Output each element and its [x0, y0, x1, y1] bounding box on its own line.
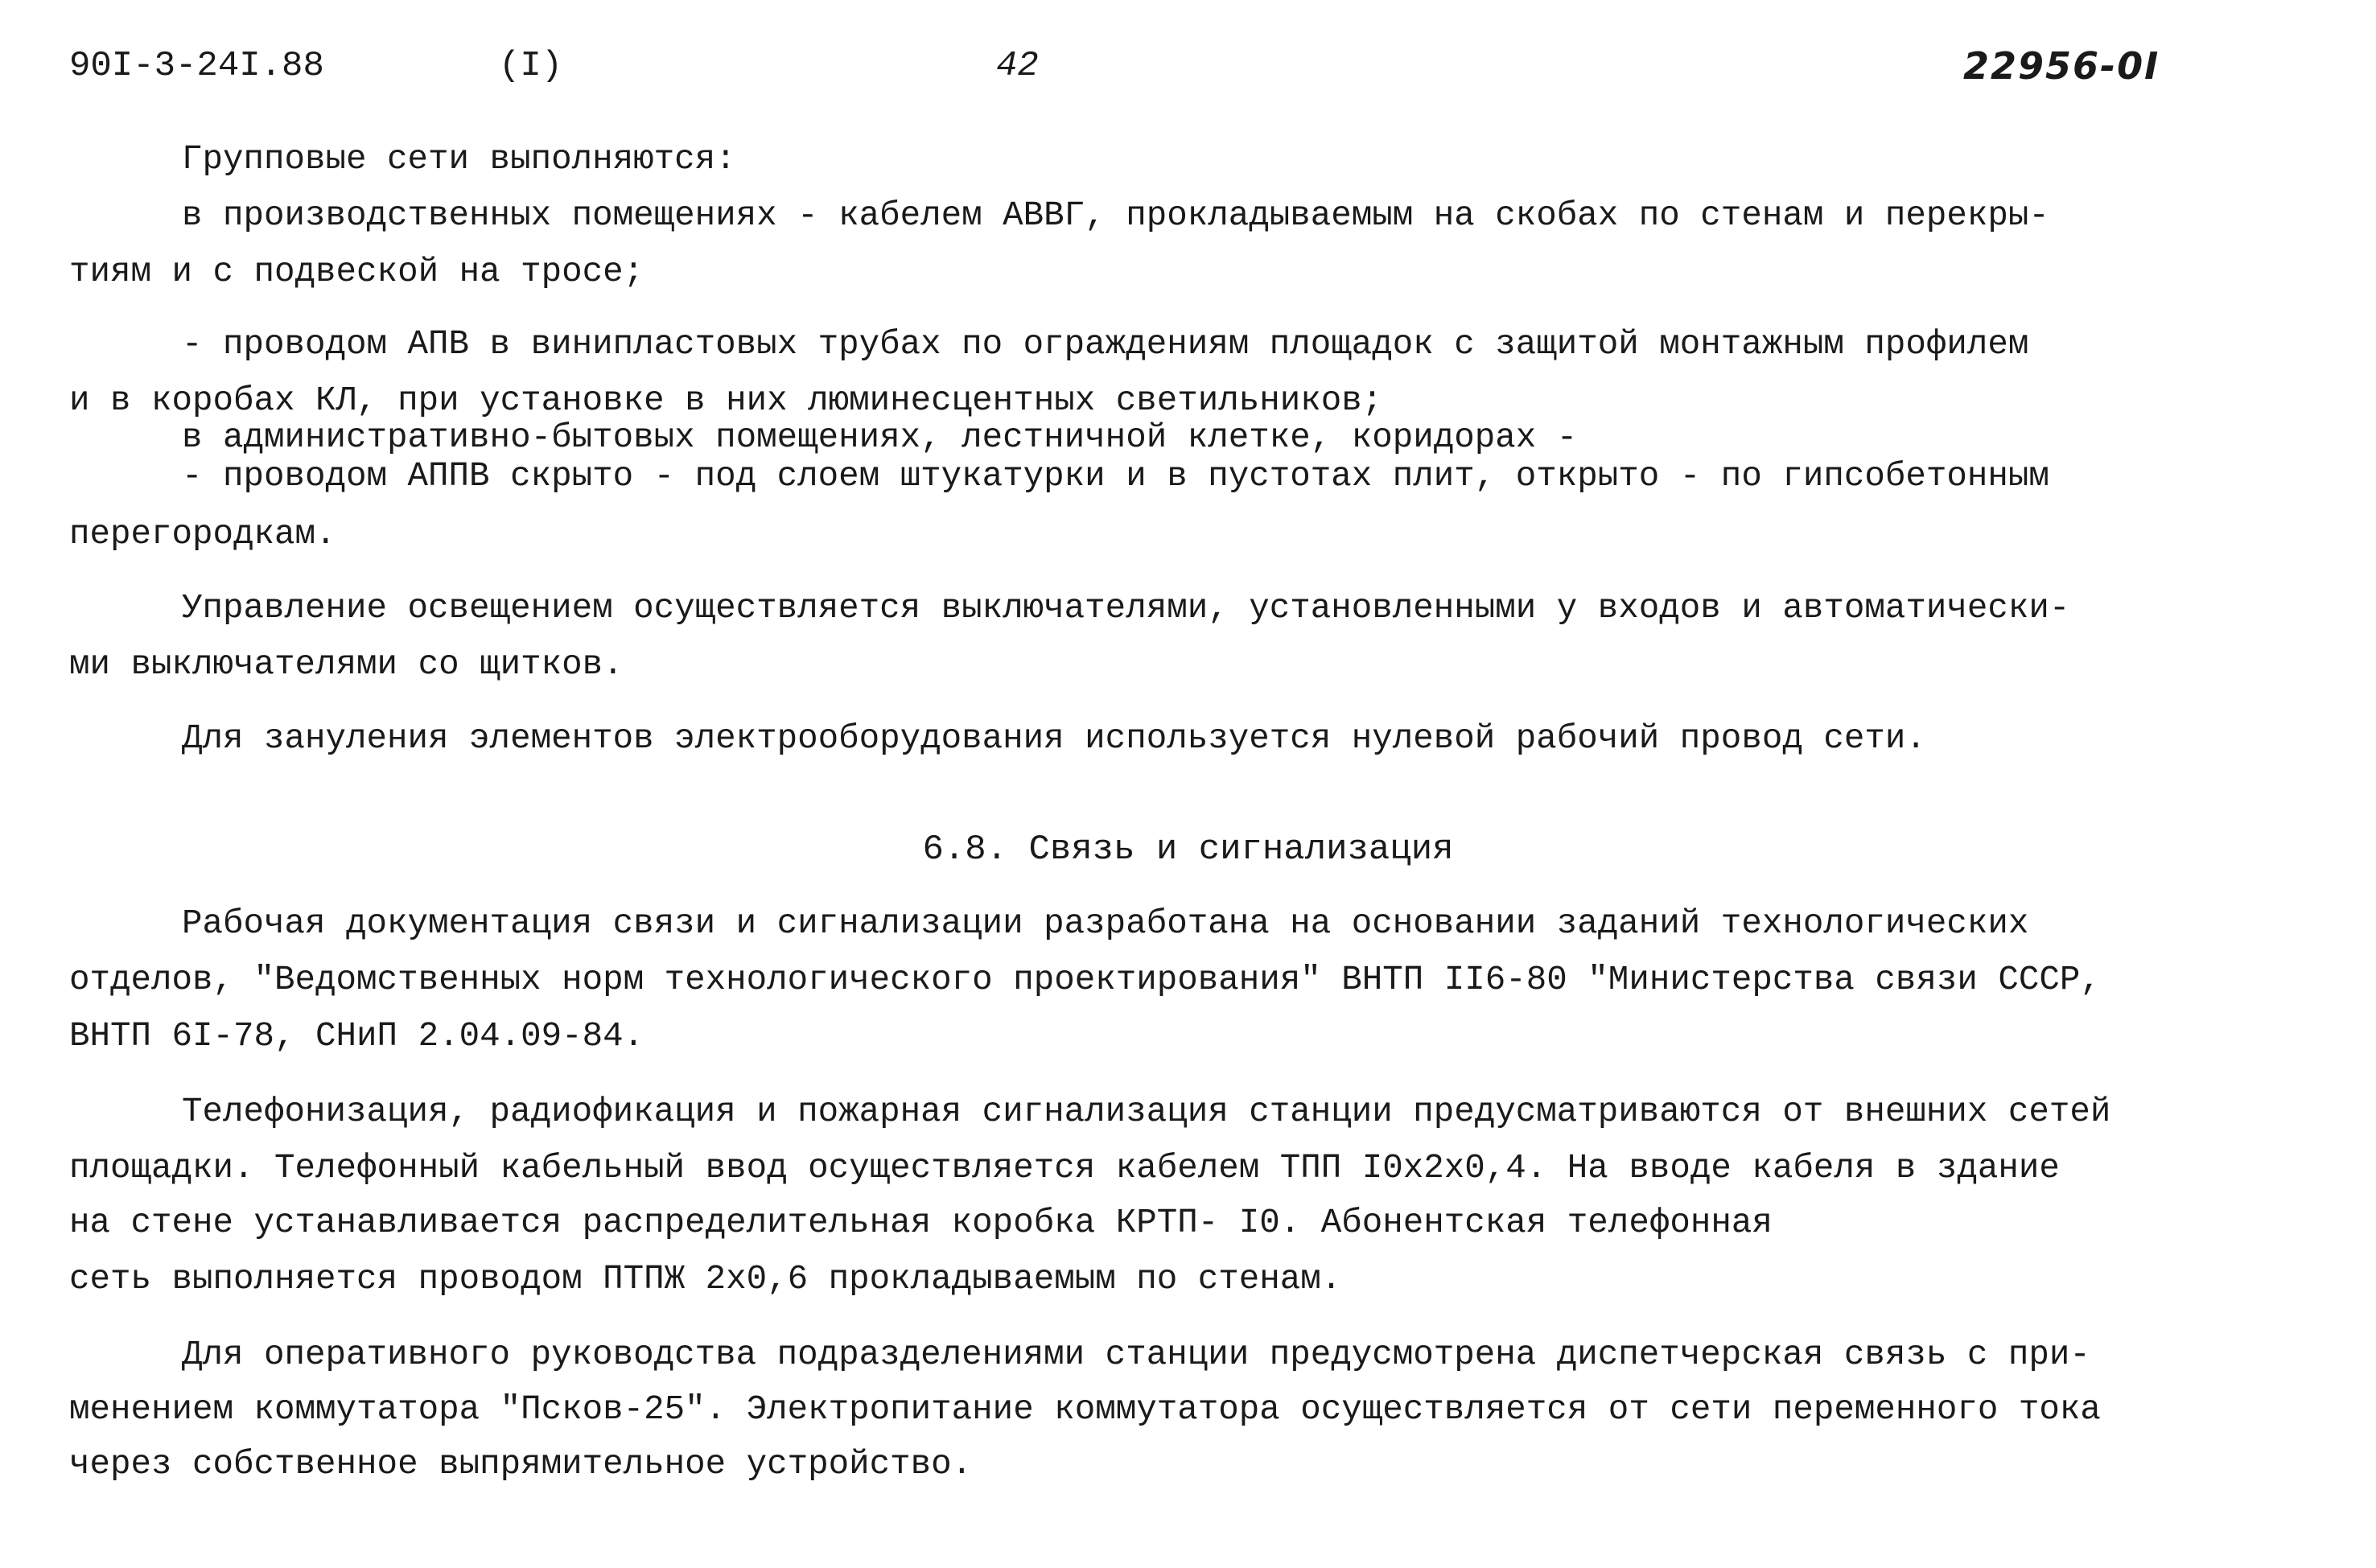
inventory-number: 22956-0I: [1963, 44, 2160, 88]
paragraph-line: сеть выполняется проводом ПТПЖ 2x0,6 прокладываемым по стенам.: [69, 1260, 1342, 1298]
part-number: (I): [499, 46, 563, 86]
paragraph-line: перегородкам.: [69, 515, 336, 554]
paragraph-line: отделов, "Ведомственных норм технологического проектирования" ВНТП II6-80 "Министерства связи СССР,: [69, 961, 2101, 999]
section-heading: 6.8. Связь и сигнализация: [922, 829, 1454, 870]
paragraph-line: менением коммутатора "Псков-25". Электропитание коммутатора осуществляется от сети переменного тока: [69, 1390, 2101, 1429]
paragraph-line: и в коробах КЛ, при установке в них люминесцентных светильников;: [69, 381, 1383, 420]
paragraph-line: ВНТП 6I-78, СНиП 2.04.09-84.: [69, 1017, 644, 1056]
paragraph-line: Для оперативного руководства подразделениями станции предусмотрена диспетчерская связь с при-: [182, 1335, 2090, 1374]
document-code: 90I-3-24I.88: [69, 46, 324, 86]
paragraph-line: в производственных помещениях - кабелем АВВГ, прокладываемым на скобах по стенам и перекры-: [182, 196, 2049, 235]
paragraph-line: Телефонизация, радиофикация и пожарная сигнализация станции предусматриваются от внешних сетей: [182, 1093, 2111, 1131]
paragraph-line: Для зануления элементов электрооборудования используется нулевой рабочий провод сети.: [182, 719, 1926, 758]
paragraph-line: на стене устанавливается распределительная коробка КРТП- I0. Абонентская телефонная: [69, 1204, 1773, 1242]
paragraph-line: Групповые сети выполняются:: [182, 140, 736, 179]
paragraph-line: в административно-бытовых помещениях, лестничной клетке, коридорах -: [182, 418, 1578, 457]
paragraph-line: - проводом АППВ скрыто - под слоем штукатурки и в пустотах плит, открыто - по гипсобетонным: [182, 457, 2049, 496]
paragraph-line: ми выключателями со щитков.: [69, 645, 624, 684]
paragraph-line: тиям и с подвеской на тросе;: [69, 253, 644, 291]
paragraph-line: площадки. Телефонный кабельный ввод осуществляется кабелем ТПП I0x2x0,4. На вводе кабеля в здание: [69, 1149, 2060, 1187]
paragraph-line: - проводом АПВ в винипластовых трубах по ограждениям площадок с защитой монтажным профилем: [182, 325, 2029, 364]
page-number: 42: [996, 46, 1039, 86]
paragraph-line: Рабочая документация связи и сигнализации разработана на основании заданий технологических: [182, 904, 2029, 943]
paragraph-line: через собственное выпрямительное устройство.: [69, 1445, 973, 1484]
paragraph-line: Управление освещением осуществляется выключателями, установленными у входов и автоматически-: [182, 589, 2070, 628]
